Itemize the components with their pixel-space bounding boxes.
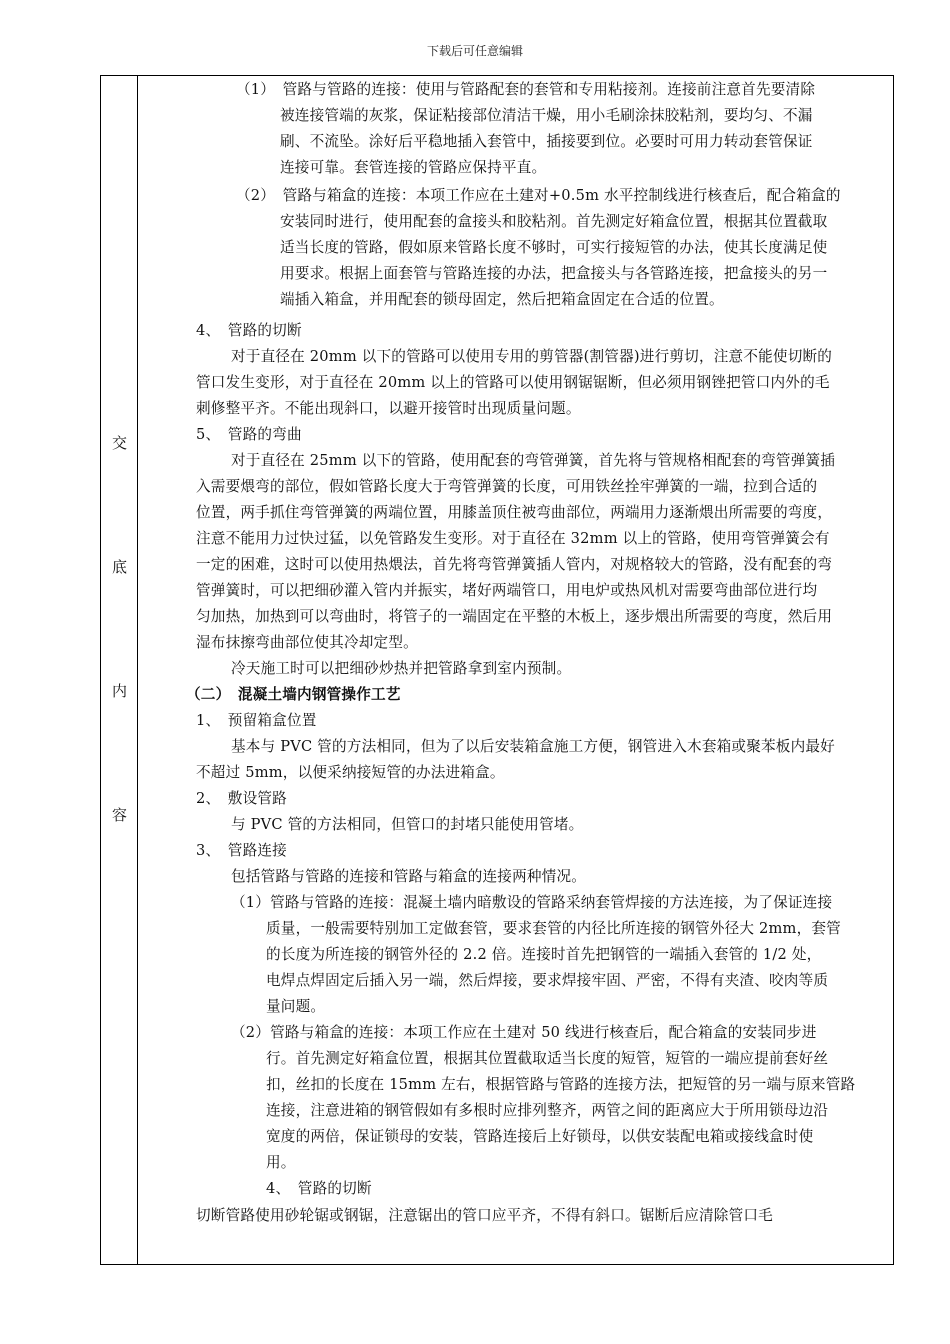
text-line: 的长度为所连接的钢管外径的 2.2 倍。连接时首先把钢管的一端插入套管的 1/2 处， (266, 946, 822, 963)
side-label-char: 容 (111, 806, 127, 824)
text-line: 行。首先测定好箱盒位置，根据其位置截取适当长度的短管，短管的一端应提前套好丝 (266, 1050, 829, 1067)
section-heading: 3、 管路连接 (196, 842, 287, 859)
text-line: 包括管路与管路的连接和管路与箱盒的连接两种情况。 (231, 868, 587, 885)
side-label-char: 交 (111, 434, 127, 452)
text-line: 用要求。根据上面套管与管路连接的办法，把盒接头与各管路连接，把盒接头的另一 (280, 265, 828, 282)
text-line: 宽度的两倍，保证锁母的安装，管路连接后上好锁母，以供安装配电箱或接线盒时使 (266, 1128, 814, 1145)
text-line: （2）管路与箱盒的连接：本项工作应在土建对 50 线进行核查后，配合箱盒的安装同步进 (231, 1024, 817, 1041)
section-heading: 1、 预留箱盒位置 (196, 712, 317, 729)
text-line: 电焊点焊固定后插入另一端，然后焊接，要求焊接牢固、严密，不得有夹渣、咬肉等质 (266, 972, 829, 989)
text-line: 一定的困难，这时可以使用热煨法，首先将弯管弹簧插人管内，对规格较大的管路，没有配套的弯 (196, 556, 833, 573)
section-heading: 切断管路使用砂轮锯或钢锯，注意锯出的管口应平齐，不得有斜口。锯断后应清除管口毛 (196, 1207, 773, 1224)
side-label-column (101, 76, 138, 1264)
text-line: 量问题。 (266, 998, 326, 1015)
text-line: 管弹簧时，可以把细砂灌入管内并振实，堵好两端管口，用电炉或热风机对需要弯曲部位进行均 (196, 582, 818, 599)
text-line: 端插入箱盒，并用配套的锁母固定，然后把箱盒固定在合适的位置。 (280, 291, 724, 308)
content-body (138, 76, 893, 1264)
text-line: 被连接管端的灰浆，保证粘接部位清洁干燥，用小毛刷涂抹胶粘剂，要均匀、不漏 (280, 107, 813, 124)
text-line: 入需要煨弯的部位，假如管路长度大于弯管弹簧的长度，可用铁丝拴牢弹簧的一端，拉到合适的 (196, 478, 818, 495)
text-line: 注意不能用力过快过猛，以免管路发生变形。对于直径在 32mm 以上的管路，使用弯管弹簧会有 (196, 530, 830, 547)
text-line: 刷、不流坠。涂好后平稳地插入套管中，插接要到位。必要时可用力转动套管保证 (280, 133, 813, 150)
text-line: （1） 管路与管路的连接：使用与管路配套的套管和专用粘接剂。连接前注意首先要清除 (236, 81, 816, 98)
document-table (100, 75, 894, 1265)
side-label-char: 底 (111, 558, 127, 576)
section-heading: 2、 敷设管路 (196, 790, 287, 807)
text-line: 管口发生变形，对于直径在 20mm 以上的管路可以使用钢锯锯断，但必须用钢锉把管口内外的毛 (196, 374, 830, 391)
subsection-heading: （二） 混凝土墙内钢管操作工艺 (186, 686, 401, 703)
text-line: 连接可靠。套管连接的管路应保持平直。 (280, 159, 547, 176)
text-line: 用。 (266, 1154, 296, 1171)
side-label-char: 内 (111, 682, 127, 700)
text-line: 匀加热，加热到可以弯曲时，将管子的一端固定在平整的木板上，逐步煨出所需要的弯度，然后用 (196, 608, 833, 625)
section-heading: 4、 管路的切断 (196, 322, 302, 339)
text-line: 不超过 5mm，以便采纳接短管的办法进箱盒。 (196, 764, 505, 781)
text-line: 刺修整平齐。不能出现斜口，以避开接管时出现质量问题。 (196, 400, 581, 417)
text-line: 基本与 PVC 管的方法相同，但为了以后安装箱盒施工方便，钢管进入木套箱或聚苯板内最好 (231, 738, 835, 755)
text-line: （2） 管路与箱盒的连接：本项工作应在土建对+0.5m 水平控制线进行核查后，配合箱盒的 (236, 187, 841, 204)
text-line: 冷天施工时可以把细砂炒热并把管路拿到室内预制。 (231, 660, 572, 677)
text-line: 扣，丝扣的长度在 15mm 左右，根据管路与管路的连接方法，把短管的另一端与原来管路 (266, 1076, 856, 1093)
text-line: 质量，一般需要特别加工定做套管，要求套管的内径比所连接的钢管外径大 2mm，套管 (266, 920, 841, 937)
text-line: 适当长度的管路，假如原来管路长度不够时，可实行接短管的办法，使其长度满足使 (280, 239, 828, 256)
section-heading: 5、 管路的弯曲 (196, 426, 302, 443)
text-line: 位置，两手抓住弯管弹簧的两端位置，用膝盖顶住被弯曲部位，两端用力逐渐煨出所需要的弯度， (196, 504, 833, 521)
text-line: 湿布抹擦弯曲部位使其冷却定型。 (196, 634, 418, 651)
header-note: 下载后可任意编辑 (426, 44, 523, 58)
text-line: （1）管路与管路的连接：混凝土墙内暗敷设的管路采纳套管焊接的方法连接，为了保证连接 (231, 894, 833, 911)
text-line: 连接，注意进箱的钢管假如有多根时应排列整齐，两管之间的距离应大于所用锁母边沿 (266, 1102, 829, 1119)
text-line: 4、 管路的切断 (266, 1180, 372, 1197)
text-line: 对于直径在 25mm 以下的管路，使用配套的弯管弹簧，首先将与管规格相配套的弯管弹簧插 (231, 452, 836, 469)
text-line: 对于直径在 20mm 以下的管路可以使用专用的剪管器(割管器)进行剪切，注意不能使切断的 (231, 348, 833, 365)
text-line: 与 PVC 管的方法相同，但管口的封堵只能使用管堵。 (231, 816, 584, 833)
text-line: 安装同时进行，使用配套的盒接头和胶粘剂。首先测定好箱盒位置，根据其位置截取 (280, 213, 828, 230)
